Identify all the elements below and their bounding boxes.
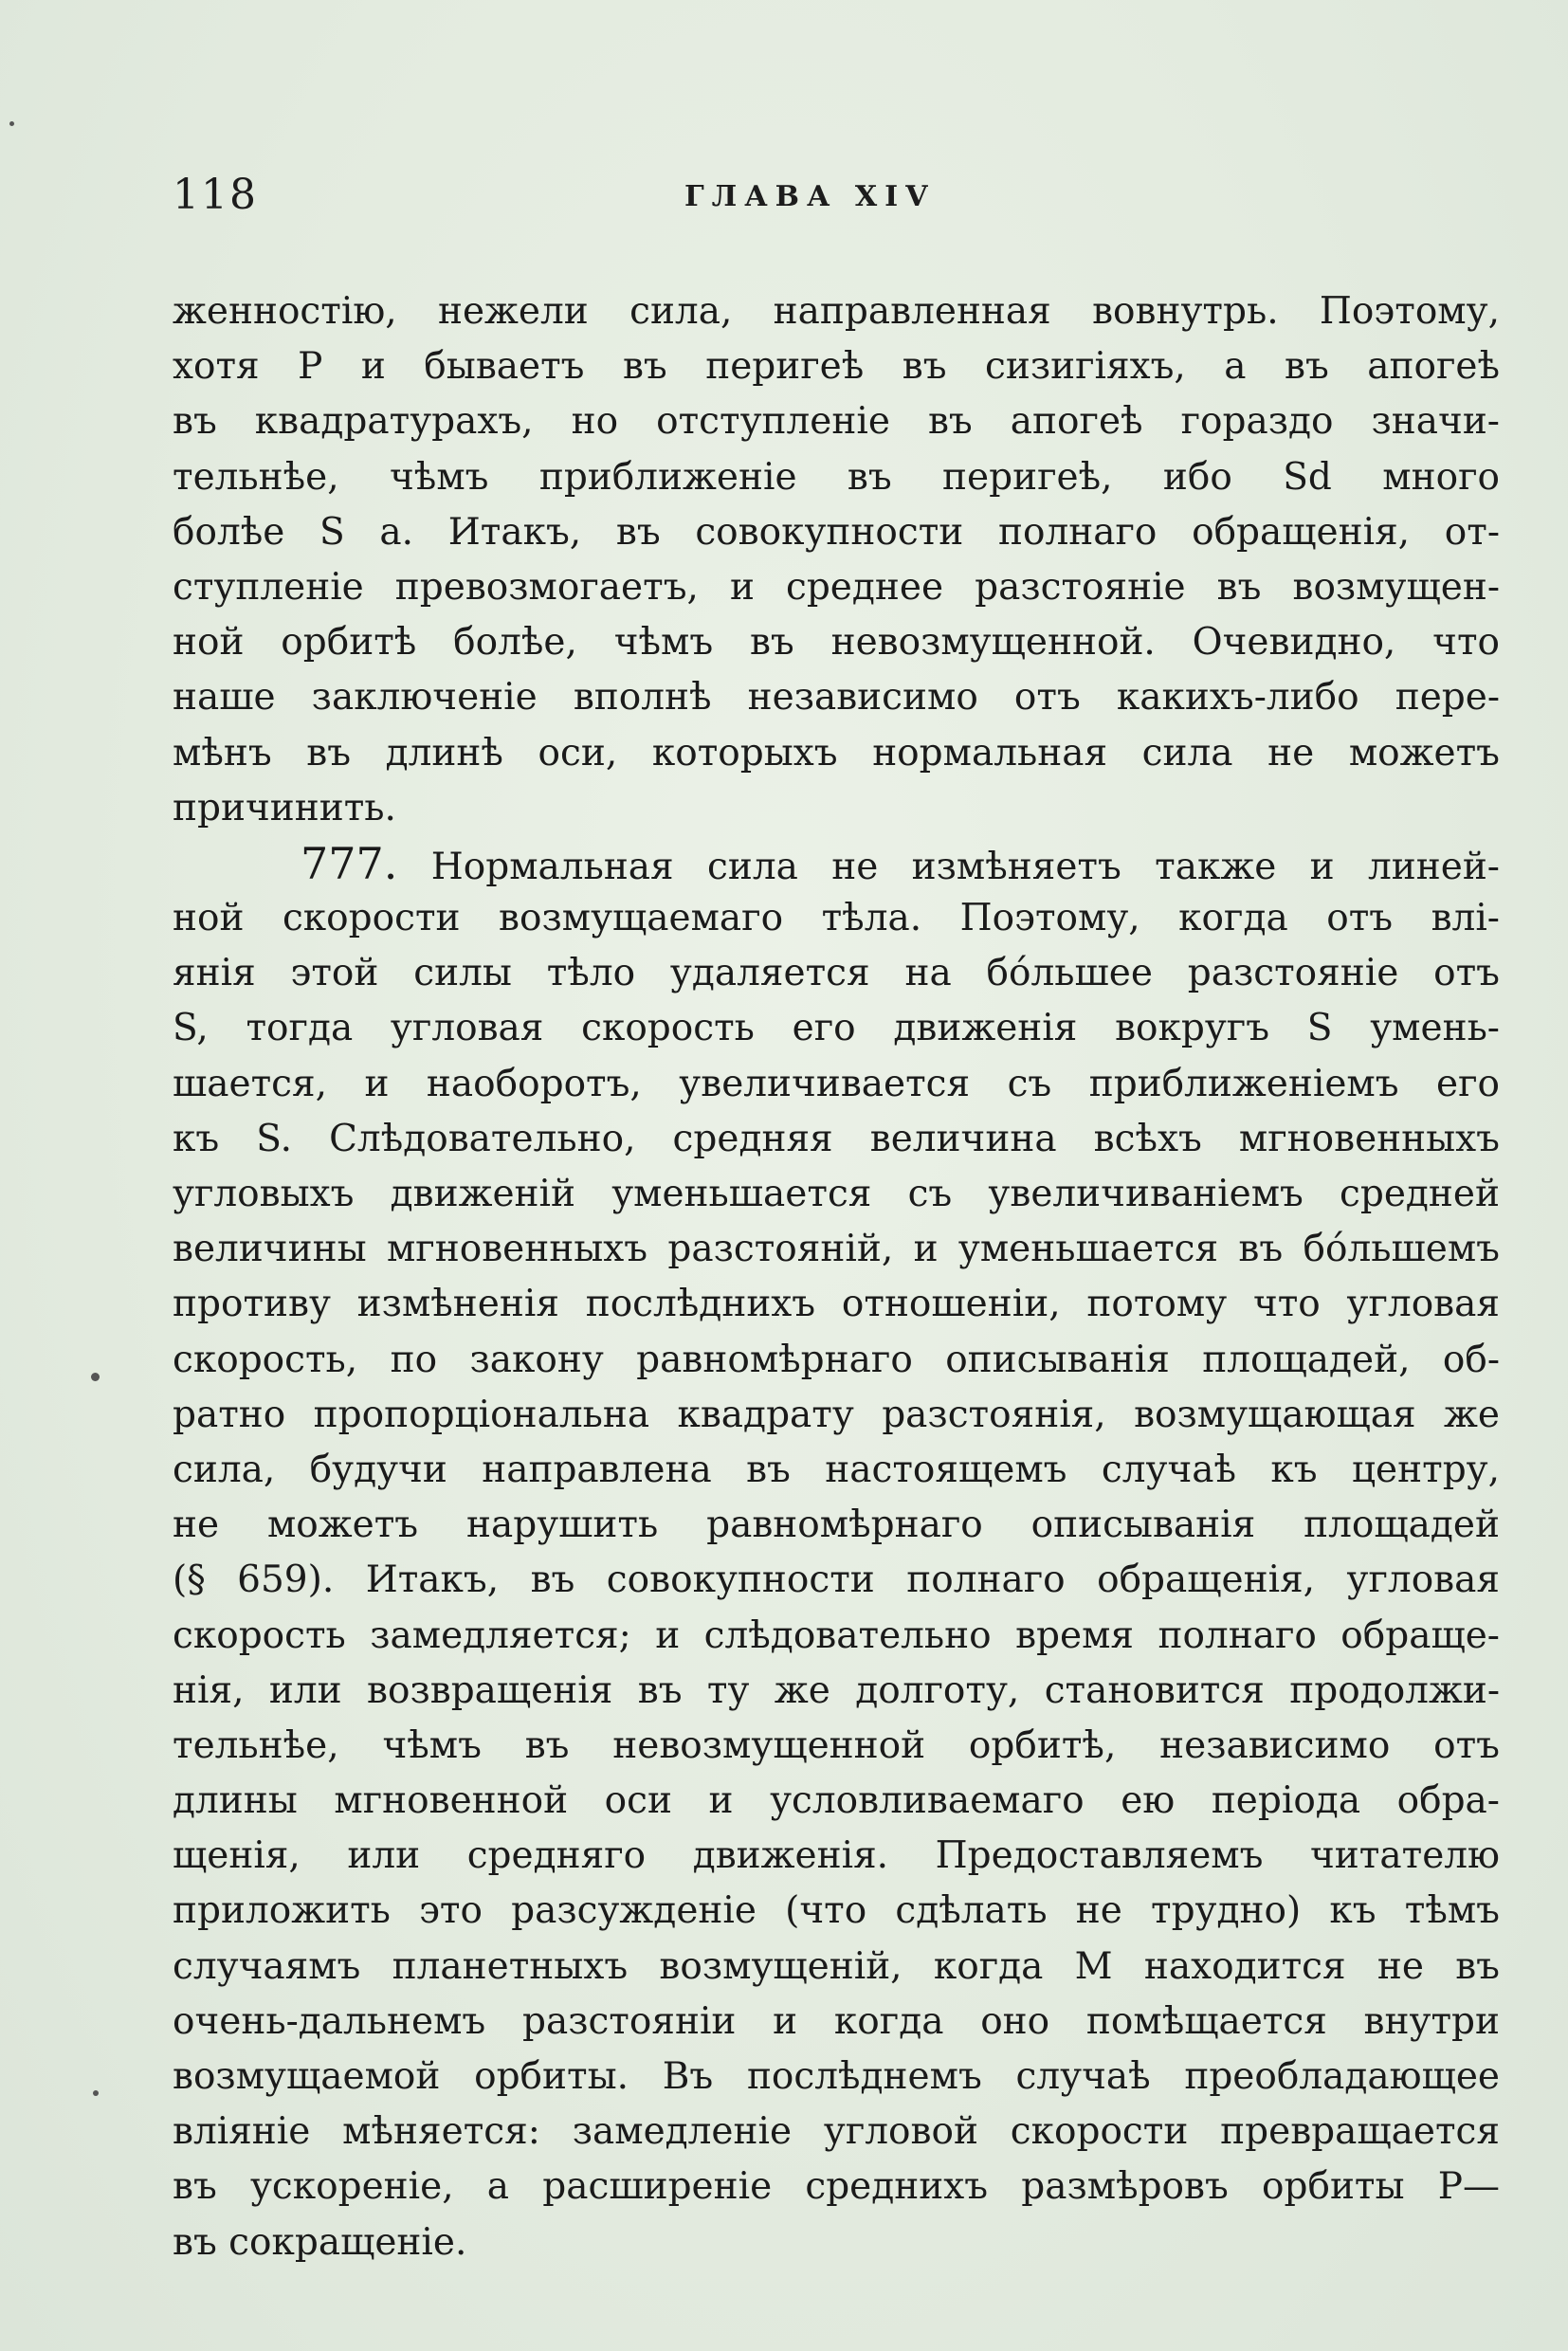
- text-line: въ квадратурахъ, но отступленіе въ апогеѣ гораздо значи-: [173, 400, 1500, 444]
- text-line: угловыхъ движеній уменьшается съ увеличиваніемъ средней: [173, 1173, 1500, 1215]
- text-line: скорость замедляется; и слѣдовательно время полнаго обраще-: [173, 1613, 1500, 1657]
- text-line: щенія, или средняго движенія. Предоставляемъ читателю: [173, 1834, 1500, 1878]
- text-line: вліяніе мѣняется: замедленіе угловой скорости превращается: [173, 2110, 1500, 2154]
- text-line: очень-дальнемъ разстояніи и когда оно помѣщается внутри: [173, 1999, 1500, 2043]
- body-text: [173, 284, 1500, 2270]
- text-line: въ сокращеніе.: [173, 2220, 467, 2264]
- ink-speck: [91, 1373, 100, 1381]
- text-line: противу измѣненія послѣднихъ отношеніи, потому что угловая: [173, 1283, 1500, 1326]
- text-line: мѣнъ въ длинѣ оси, которыхъ нормальная сила не можетъ: [173, 731, 1500, 775]
- section-first-line: [173, 836, 1500, 891]
- text-line: ной скорости возмущаемаго тѣла. Поэтому, когда отъ влі-: [173, 897, 1500, 940]
- ink-speck: [9, 121, 14, 126]
- text-line: длины мгновенной оси и условливаемаго ею періода обра-: [173, 1779, 1500, 1823]
- text-line: величины мгновенныхъ разстояній, и уменьшается въ бóльшемъ: [173, 1228, 1500, 1271]
- text-line: къ S. Слѣдовательно, средняя величина всѣхъ мгновенныхъ: [173, 1117, 1500, 1160]
- text-line: тельнѣе, чѣмъ въ невозмущенной орбитѣ, независимо отъ: [173, 1723, 1500, 1767]
- text-line: приложить это разсужденіе (что сдѣлать не трудно) къ тѣмъ: [173, 1889, 1500, 1933]
- section-number: 777.: [301, 837, 398, 889]
- text-line: женностію, нежели сила, направленная вовнутрь. Поэтому,: [173, 290, 1500, 333]
- text-line: случаямъ планетныхъ возмущеній, когда M находится не въ: [173, 1944, 1500, 1988]
- text-line: не можетъ нарушить равномѣрнаго описыванія площадей: [173, 1504, 1500, 1547]
- text-line: тельнѣе, чѣмъ приближеніе въ перигеѣ, ибо Sd много: [173, 455, 1500, 499]
- text-line: нія, или возвращенія въ ту же долготу, становится продолжи-: [173, 1668, 1500, 1712]
- page-header: [173, 171, 1500, 228]
- text-line: сила, будучи направлена въ настоящемъ случаѣ къ центру,: [173, 1448, 1500, 1491]
- text-line: ратно пропорціональна квадрату разстоянія, возмущающая же: [173, 1393, 1500, 1436]
- text-line: причинить.: [173, 786, 396, 829]
- text-line: (§ 659). Итакъ, въ совокупности полнаго обращенія, угловая: [173, 1558, 1500, 1602]
- section-first-line-text: Нормальная сила не измѣняетъ также и линей-: [430, 845, 1500, 888]
- text-line: въ ускореніе, а расширеніе среднихъ размѣровъ орбиты P—: [173, 2165, 1500, 2209]
- text-line: ступленіе превозмогаетъ, и среднее разстояніе въ возмущен-: [173, 565, 1500, 609]
- text-line: шается, и наоборотъ, увеличивается съ приближеніемъ его: [173, 1062, 1500, 1105]
- text-line: S, тогда угловая скорость его движенія вокругъ S умень-: [173, 1007, 1500, 1050]
- text-line: наше заключеніе вполнѣ независимо отъ какихъ-либо пере-: [173, 676, 1500, 720]
- running-head: ГЛАВА XIV: [684, 180, 936, 213]
- text-line: ной орбитѣ болѣе, чѣмъ въ невозмущенной. Очевидно, что: [173, 621, 1500, 665]
- ink-speck: [93, 2090, 99, 2096]
- text-line: возмущаемой орбиты. Въ послѣднемъ случаѣ преобладающее: [173, 2055, 1500, 2098]
- page-number: 118: [173, 171, 258, 219]
- text-line: янія этой силы тѣло удаляется на бóльшее разстояніе отъ: [173, 952, 1500, 995]
- text-line: скорость, по закону равномѣрнаго описыванія площадей, об-: [173, 1338, 1500, 1381]
- text-line: болѣе S a. Итакъ, въ совокупности полнаго обращенія, от-: [173, 510, 1500, 554]
- text-line: хотя P и бываетъ въ перигеѣ въ сизигіяхъ, а въ апогеѣ: [173, 345, 1500, 389]
